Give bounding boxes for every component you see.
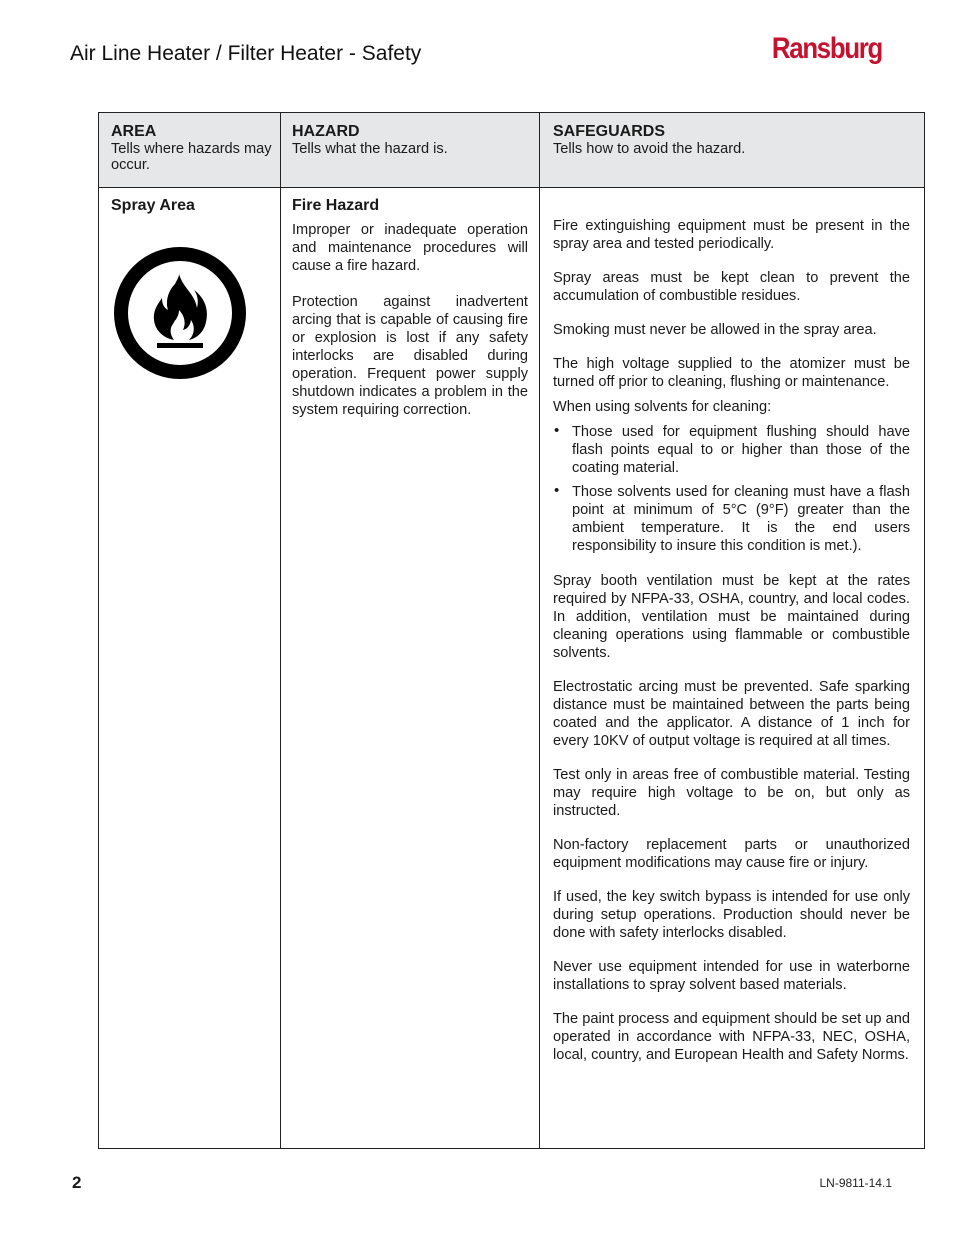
document-id: LN-9811-14.1 [819, 1176, 892, 1190]
page-title: Air Line Heater / Filter Heater - Safety [70, 42, 422, 65]
safeguards-list [553, 217, 910, 1064]
safeguards-cell [540, 188, 925, 1149]
hazard-column-title: HAZARD [292, 123, 360, 140]
area-name: Spray Area [111, 197, 195, 214]
hazard-cell [281, 188, 540, 1149]
solvent-bullet-list [553, 423, 910, 555]
area-header-cell [99, 113, 281, 188]
safeguard-bullet: • Those used for equipment flushing should have flash points equal to or higher than those of the coating material. [553, 423, 910, 477]
safeguard-item: Smoking must never be allowed in the spray area. [553, 322, 877, 338]
safeguards-header-cell [540, 113, 925, 188]
safeguard-bullet: • Those solvents used for cleaning must have a flash point at minimum of 5°C (9°F) greater than the ambient temperature. It is the end users responsibility to insure this condition is met.). [553, 483, 910, 555]
safety-table [98, 112, 925, 1149]
hazard-description: Improper or inadequate operation and maintenance procedures will cause a fire hazard. [292, 222, 528, 274]
safeguards-column-title: SAFEGUARDS [553, 123, 666, 140]
hazard-header-cell [281, 113, 540, 188]
safeguard-item: The paint process and equipment should be set up and operated in accordance with NFPA-33, NEC, OSHA, local, country, and European Health and Safety Norms. [553, 1011, 910, 1063]
area-column-desc: Tells where hazards may occur. [111, 141, 272, 173]
page-number: 2 [72, 1173, 82, 1192]
safeguard-item: Non-factory replacement parts or unauthorized equipment modifications may cause fire or injury. [553, 837, 910, 871]
table-row [99, 188, 925, 1149]
ransburg-logo: Ransburg [771, 32, 882, 65]
safeguard-item: When using solvents for cleaning: [553, 399, 772, 415]
table-header-row [99, 113, 925, 188]
hazard-column-desc: Tells what the hazard is. [292, 141, 448, 157]
safeguard-item: Spray booth ventilation must be kept at the rates required by NFPA-33, OSHA, country, and local codes. In addition, ventilation must be maintained during cleaning operations using flammable or combustible solvents. [553, 573, 910, 661]
safeguards-column-desc: Tells how to avoid the hazard. [553, 141, 746, 157]
safeguard-item: Electrostatic arcing must be prevented. Safe sparking distance must be maintained between the parts being coated and the applicator. A distance of 1 inch for every 10KV of output voltage is required at all times. [553, 679, 910, 749]
hazard-description: Protection against inadvertent arcing that is capable of causing fire or explosion is lost if any safety interlocks are disabled during operation. Frequent power supply shutdown indicates a problem in the system requiring correction. [292, 294, 528, 418]
fire-hazard-icon [113, 246, 247, 380]
hazard-name: Fire Hazard [292, 197, 380, 214]
safeguard-item: If used, the key switch bypass is intended for use only during setup operations. Production should never be done with safety interlocks disabled. [553, 889, 910, 941]
safeguard-item: Fire extinguishing equipment must be present in the spray area and tested periodically. [553, 218, 910, 252]
safeguard-item: Never use equipment intended for use in waterborne installations to spray solvent based materials. [553, 959, 910, 993]
safeguard-item: Spray areas must be kept clean to prevent the accumulation of combustible residues. [553, 270, 910, 304]
area-column-title: AREA [111, 123, 157, 140]
safeguard-item: The high voltage supplied to the atomizer must be turned off prior to cleaning, flushing or maintenance. [553, 356, 910, 390]
safeguard-item: Test only in areas free of combustible material. Testing may require high voltage to be on, but only as instructed. [553, 767, 910, 819]
area-cell [99, 188, 281, 1149]
